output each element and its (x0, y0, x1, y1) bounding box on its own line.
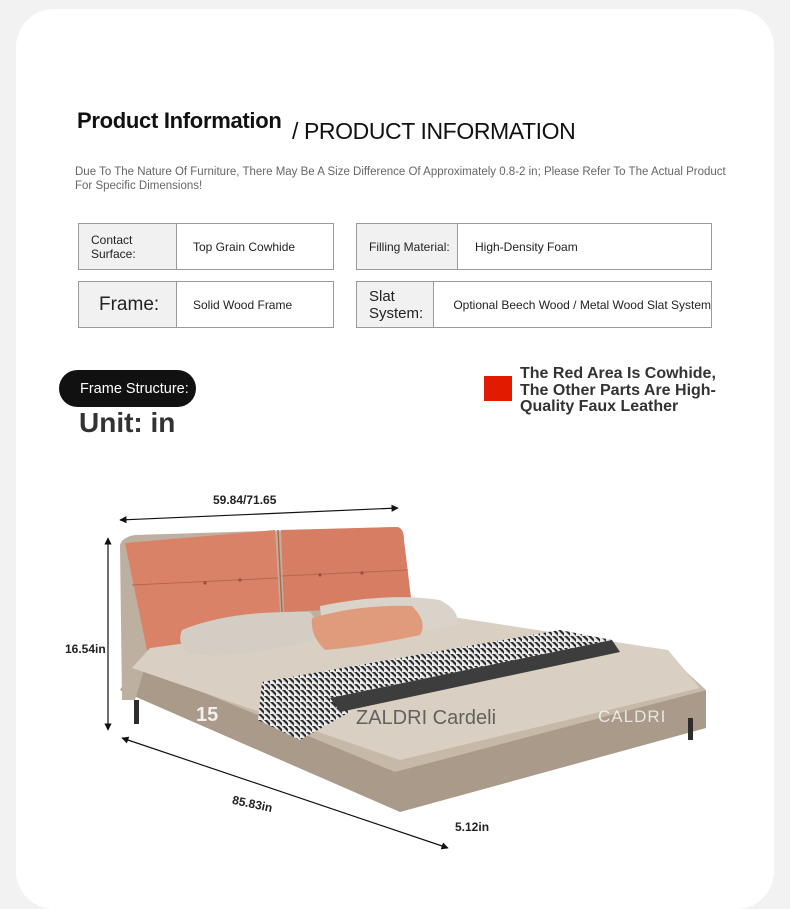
watermark-brand: ZALDRI Cardeli (356, 707, 497, 729)
spec-value: Top Grain Cowhide (193, 239, 296, 254)
section-title-english: / PRODUCT INFORMATION (292, 118, 576, 144)
spec-value: Optional Beech Wood / Metal Wood Slat System (453, 297, 711, 312)
bed-leg-front (134, 700, 139, 724)
spec-label: Contact Surface: (79, 224, 177, 269)
height-dimension: 16.54in (65, 642, 106, 656)
bed-leg-right (688, 718, 693, 740)
spec-label: Filling Material: (357, 224, 458, 269)
width-dimension: 59.84/71.65 (213, 493, 277, 507)
size-note: Due To The Nature Of Furniture, There May Be A Size Difference Of Approximately 0.8-2 in; Please Refer To The Actual Product For Specific Dimensions! (75, 166, 726, 192)
spec-value: High-Density Foam (475, 239, 578, 254)
watermark-brand-right: CALDRI (598, 707, 667, 726)
spec-label: Frame: (79, 282, 177, 327)
spec-value: Solid Wood Frame (193, 297, 293, 312)
watermark-number: 15 (196, 704, 219, 726)
material-legend: The Red Area Is Cowhide, The Other Parts Are High-Quality Faux Leather (520, 365, 716, 415)
section-title: Product Information (77, 108, 282, 133)
frame-structure-label: Frame Structure: (59, 370, 196, 407)
spec-label: Slat System: (357, 282, 434, 327)
length-dimension: 85.83in (230, 792, 274, 816)
unit-label: Unit: in (79, 407, 176, 438)
leg-dimension: 5.12in (455, 820, 490, 834)
width-arrow (120, 508, 398, 520)
